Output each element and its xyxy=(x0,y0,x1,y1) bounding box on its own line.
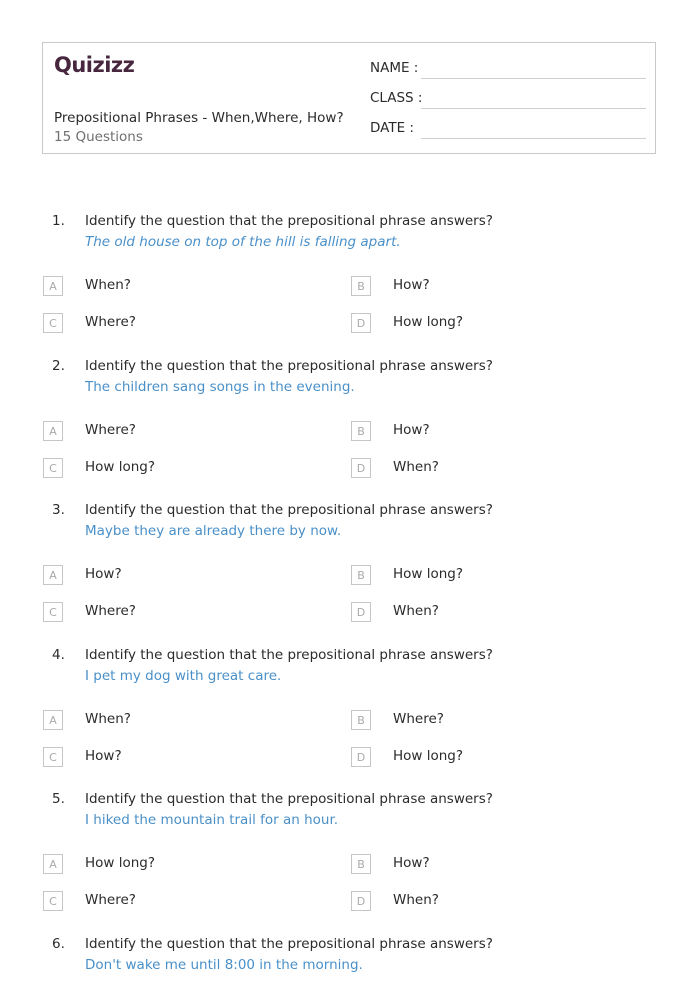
option-letter-box: C xyxy=(43,458,63,478)
class-label: CLASS : xyxy=(370,90,423,106)
date-label: DATE : xyxy=(370,120,414,136)
option-text: How long? xyxy=(85,459,156,475)
option-text: Where? xyxy=(85,422,136,438)
question-number: 2. xyxy=(52,358,65,374)
class-field[interactable] xyxy=(421,108,646,109)
question-number: 6. xyxy=(52,936,65,952)
date-field[interactable] xyxy=(421,138,646,139)
option-text: Where? xyxy=(85,892,136,908)
option-text: How long? xyxy=(393,314,464,330)
question-text: Identify the question that the prepositional phrase answers? xyxy=(85,358,493,374)
question-number: 3. xyxy=(52,502,65,518)
option-text: How long? xyxy=(393,748,464,764)
option-text: When? xyxy=(393,459,439,475)
option-text: Where? xyxy=(85,314,136,330)
option-letter-box: D xyxy=(351,891,371,911)
option-letter-box: D xyxy=(351,458,371,478)
option-text: When? xyxy=(85,277,131,293)
question-number: 1. xyxy=(52,213,65,229)
option-text: When? xyxy=(85,711,131,727)
question-text: Identify the question that the prepositional phrase answers? xyxy=(85,647,493,663)
question-text: Identify the question that the prepositional phrase answers? xyxy=(85,936,493,952)
option-letter-box: A xyxy=(43,276,63,296)
name-field[interactable] xyxy=(421,78,646,79)
question-sentence: The old house on top of the hill is falling apart. xyxy=(85,234,401,250)
quizizz-logo: Quizizz xyxy=(54,53,135,77)
question-sentence: I pet my dog with great care. xyxy=(85,668,282,684)
question-sentence: Maybe they are already there by now. xyxy=(85,523,342,539)
option-letter-box: D xyxy=(351,313,371,333)
option-letter-box: B xyxy=(351,421,371,441)
option-text: When? xyxy=(393,603,439,619)
option-letter-box: C xyxy=(43,747,63,767)
option-text: How? xyxy=(393,422,430,438)
question-number: 4. xyxy=(52,647,65,663)
name-label: NAME : xyxy=(370,60,419,76)
option-letter-box: A xyxy=(43,421,63,441)
question-sentence: I hiked the mountain trail for an hour. xyxy=(85,812,339,828)
question-text: Identify the question that the prepositional phrase answers? xyxy=(85,791,493,807)
option-letter-box: C xyxy=(43,891,63,911)
option-letter-box: D xyxy=(351,747,371,767)
option-letter-box: C xyxy=(43,313,63,333)
option-letter-box: B xyxy=(351,565,371,585)
option-text: Where? xyxy=(85,603,136,619)
option-text: When? xyxy=(393,892,439,908)
option-text: How long? xyxy=(85,855,156,871)
option-text: How? xyxy=(85,566,122,582)
option-text: How? xyxy=(85,748,122,764)
option-text: How? xyxy=(393,855,430,871)
option-letter-box: A xyxy=(43,854,63,874)
option-letter-box: A xyxy=(43,710,63,730)
option-text: How long? xyxy=(393,566,464,582)
option-letter-box: B xyxy=(351,710,371,730)
option-letter-box: D xyxy=(351,602,371,622)
question-text: Identify the question that the prepositional phrase answers? xyxy=(85,213,493,229)
question-sentence: The children sang songs in the evening. xyxy=(85,379,355,395)
worksheet-header xyxy=(42,42,656,154)
question-number: 5. xyxy=(52,791,65,807)
worksheet-title: Prepositional Phrases - When,Where, How? xyxy=(54,110,344,126)
option-text: How? xyxy=(393,277,430,293)
question-count: 15 Questions xyxy=(54,129,143,145)
question-sentence: Don't wake me until 8:00 in the morning. xyxy=(85,957,363,973)
option-letter-box: B xyxy=(351,276,371,296)
option-letter-box: A xyxy=(43,565,63,585)
option-letter-box: C xyxy=(43,602,63,622)
option-letter-box: B xyxy=(351,854,371,874)
question-text: Identify the question that the prepositional phrase answers? xyxy=(85,502,493,518)
option-text: Where? xyxy=(393,711,444,727)
